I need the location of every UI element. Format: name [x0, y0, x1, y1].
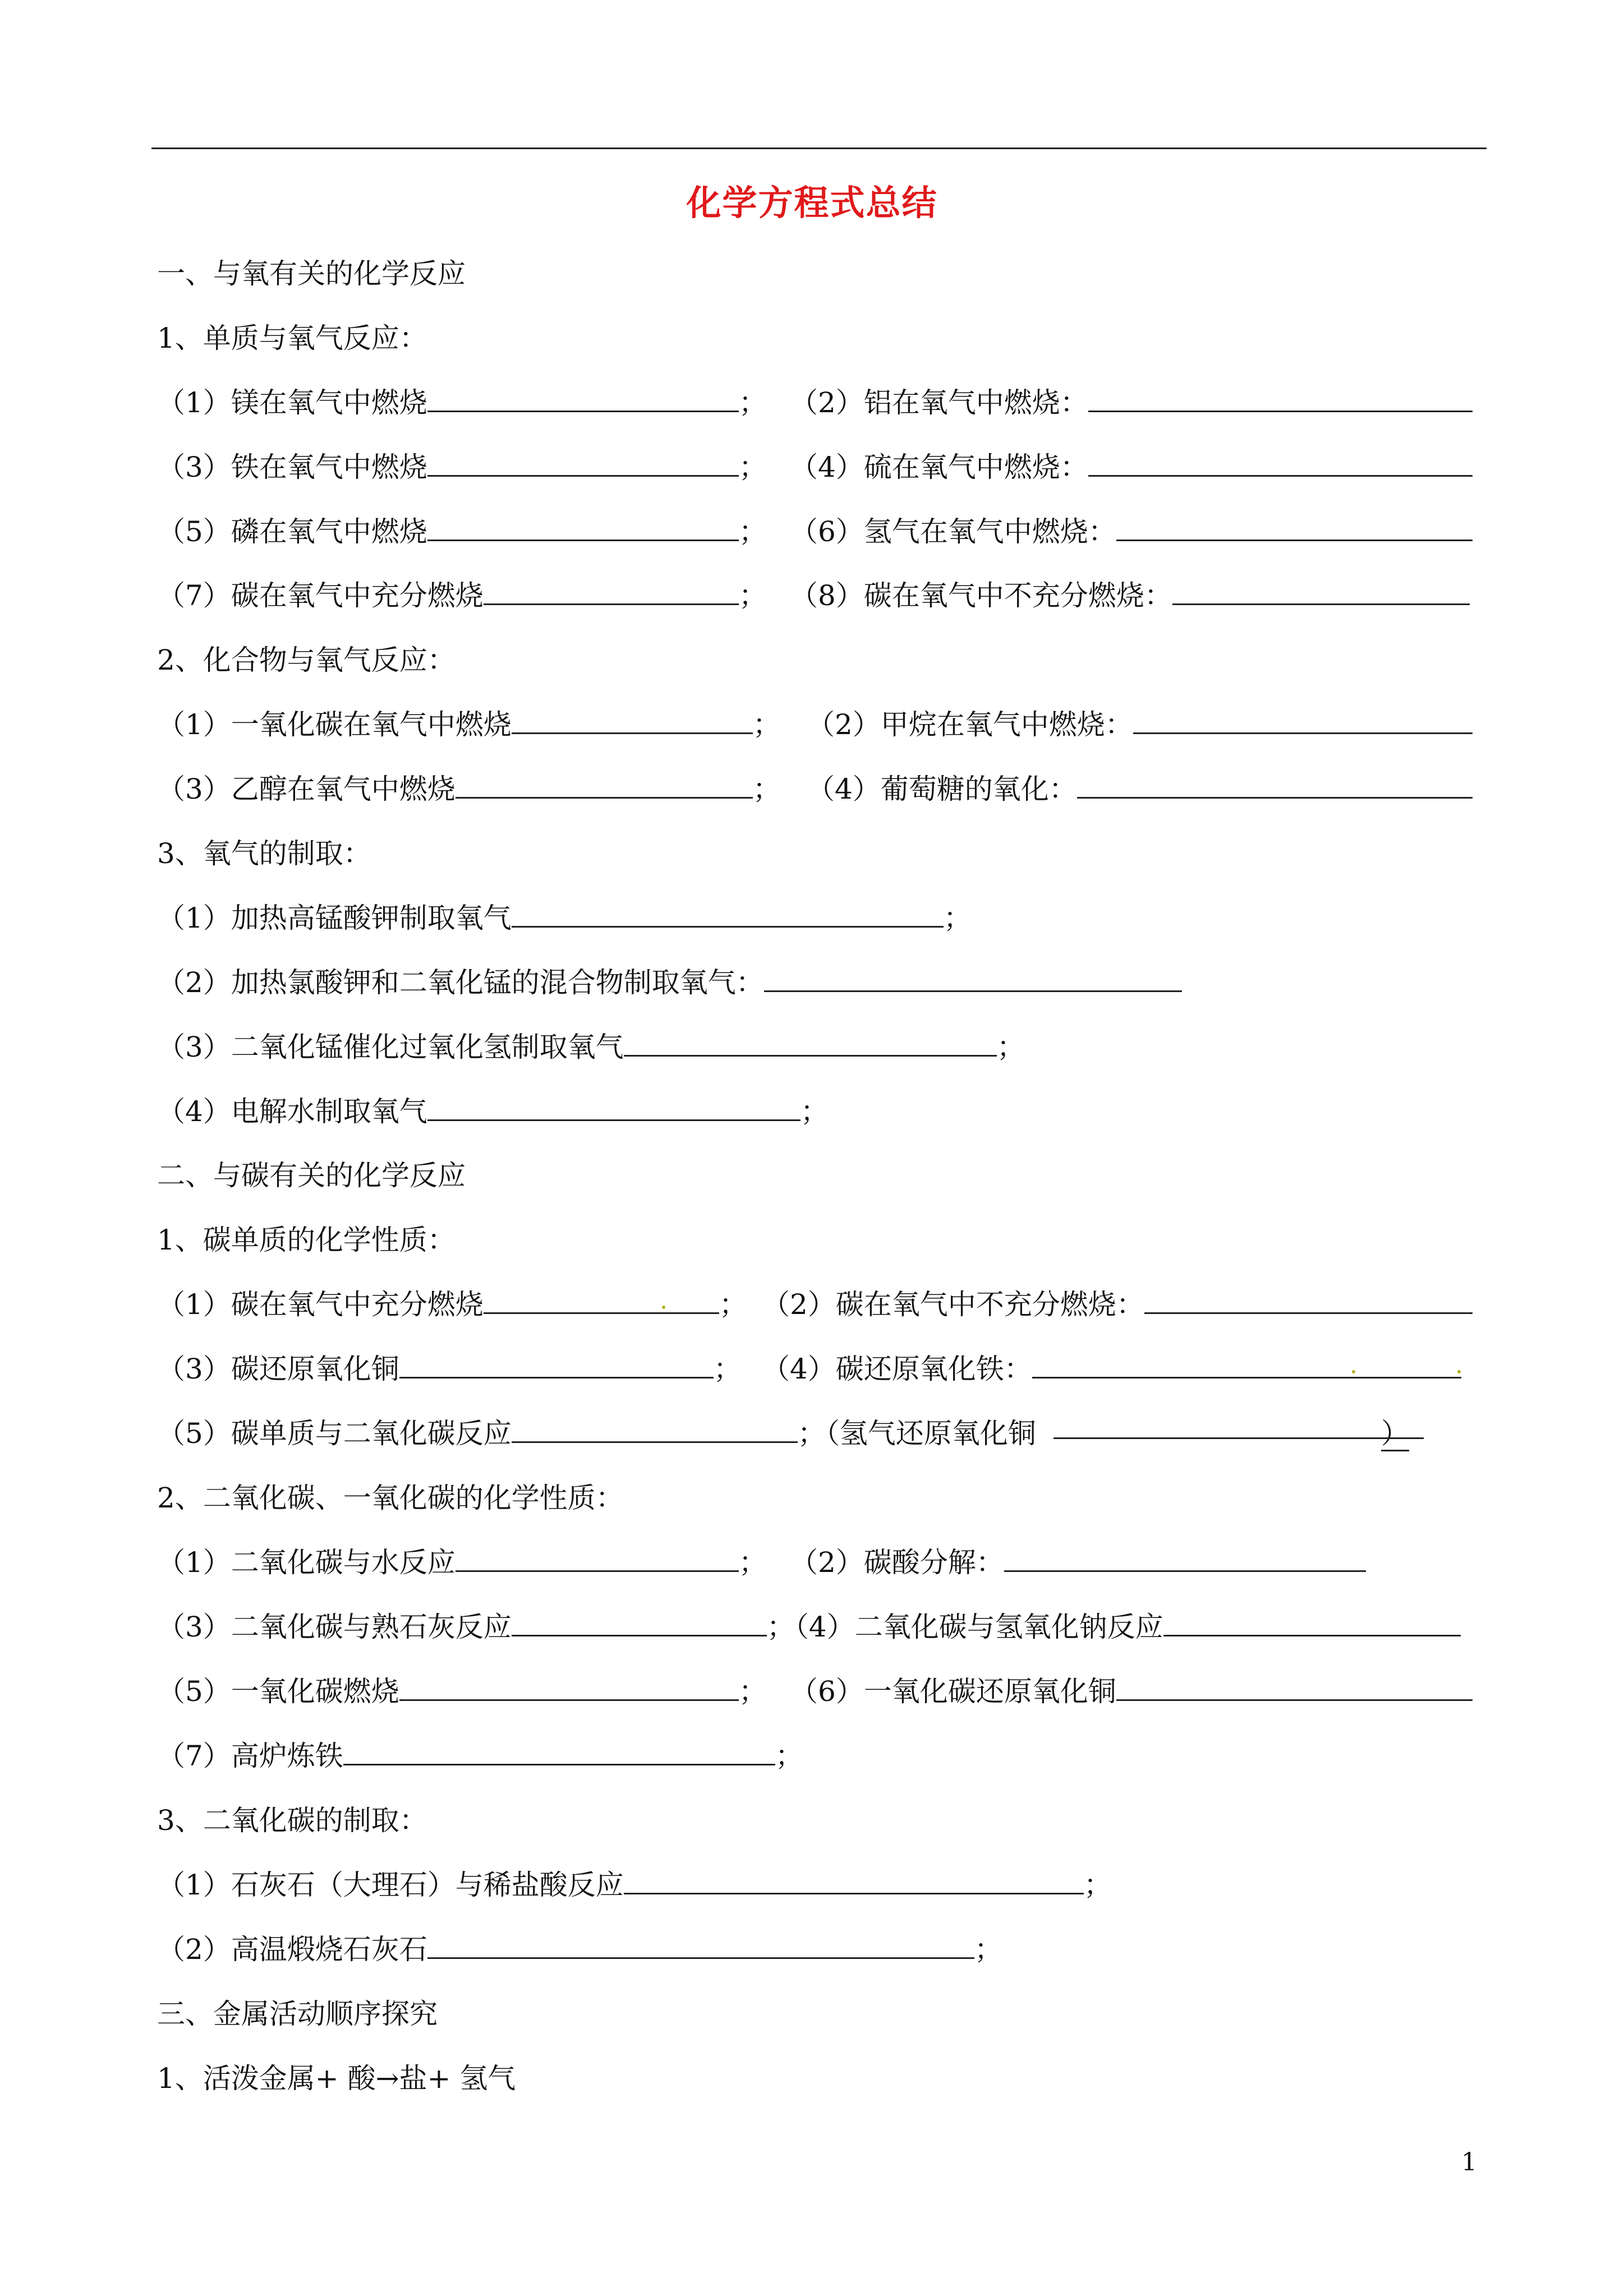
exercise-row [157, 1927, 1000, 1972]
answer-blank[interactable] [399, 1671, 739, 1701]
semicolon: ； [943, 902, 972, 934]
exercise-label: （7）碳在氧气中充分燃烧 [157, 579, 484, 612]
exercise-label: （6）氢气在氧气中燃烧： [790, 515, 1116, 548]
exercise-row [157, 960, 1182, 1005]
answer-blank[interactable] [456, 769, 753, 799]
semicolon: ； [996, 1031, 1025, 1063]
exercise-label: （1）镁在氧气中燃烧 [157, 386, 427, 419]
semicolon: ； [775, 1740, 803, 1772]
exercise-label: （3）铁在氧气中燃烧 [157, 451, 427, 483]
semicolon: ； [766, 1611, 795, 1643]
exercise-row [807, 767, 1473, 812]
exercise-row [157, 1089, 829, 1134]
answer-blank[interactable] [1077, 769, 1473, 799]
stray-mark [662, 1306, 665, 1309]
exercise-label: （1）一氧化碳在氧气中燃烧 [157, 708, 512, 741]
semicolon: ； [752, 773, 781, 805]
exercise-row [790, 1540, 1366, 1585]
exercise-label: （2）碳酸分解： [790, 1546, 1004, 1579]
closing-paren: ） [1381, 1417, 1409, 1451]
exercise-row [157, 445, 767, 490]
exercise-label: （氢气还原氧化铜 [825, 1417, 1036, 1450]
exercise-row [157, 1282, 747, 1327]
answer-blank[interactable] [484, 575, 739, 605]
page-number: 1 [1461, 2148, 1477, 2177]
exercise-row [157, 1669, 767, 1714]
exercise-label: （5）一氧化碳燃烧 [157, 1675, 399, 1708]
exercise-label: （4）碳还原氧化铁： [762, 1353, 1032, 1385]
exercise-row [157, 767, 781, 812]
section-heading-1: 一、与氧有关的化学反应 [157, 257, 466, 290]
answer-blank[interactable] [1163, 1607, 1461, 1636]
section-heading-2: 二、与碳有关的化学反应 [157, 1159, 466, 1192]
answer-blank[interactable] [512, 898, 944, 928]
answer-blank[interactable] [1116, 1671, 1473, 1701]
exercise-label: （7）高炉炼铁 [157, 1740, 343, 1772]
semicolon: ； [719, 1288, 747, 1321]
exercise-row [157, 1862, 1112, 1907]
exercise-label: （1）石灰石（大理石）与稀盐酸反应 [157, 1869, 624, 1901]
semicolon: ； [738, 386, 767, 419]
exercise-label: （2）碳在氧气中不充分燃烧： [762, 1288, 1144, 1321]
answer-blank[interactable] [427, 447, 739, 477]
exercise-label: （1）加热高锰酸钾制取氧气 [157, 902, 512, 934]
exercise-row [762, 1282, 1473, 1327]
exercise-row [790, 445, 1473, 490]
exercise-row [762, 1347, 1461, 1391]
exercise-label: （3）乙醇在氧气中燃烧 [157, 773, 456, 805]
answer-blank[interactable] [512, 1607, 767, 1636]
exercise-label: （4）硫在氧气中燃烧： [790, 451, 1088, 483]
answer-blank[interactable] [456, 1542, 739, 1572]
answer-blank[interactable] [1088, 382, 1473, 412]
exercise-row [157, 1605, 1461, 1649]
exercise-row [157, 1347, 742, 1391]
answer-blank[interactable] [1004, 1542, 1366, 1572]
answer-blank[interactable] [427, 1929, 974, 1959]
exercise-row [157, 509, 767, 554]
exercise-row [790, 573, 1470, 618]
exercise-label: （2）高温煅烧石灰石 [157, 1933, 427, 1966]
subsection-heading-2-3: 3、二氧化碳的制取： [157, 1804, 427, 1837]
exercise-label: （2）加热氯酸钾和二氧化锰的混合物制取氧气： [157, 966, 764, 999]
answer-blank[interactable] [427, 1091, 801, 1121]
exercise-row [790, 380, 1473, 425]
semicolon: ； [738, 451, 767, 483]
exercise-row [157, 1540, 767, 1585]
exercise-label: （5）碳单质与二氧化碳反应 [157, 1417, 512, 1450]
semicolon: ； [738, 579, 767, 612]
exercise-row [157, 573, 767, 618]
subsection-heading-1-2: 2、化合物与氧气反应： [157, 644, 456, 676]
semicolon: ； [1083, 1869, 1112, 1901]
answer-underline [1053, 1437, 1424, 1439]
header-rule [151, 147, 1487, 149]
exercise-label: （3）二氧化碳与熟石灰反应 [157, 1611, 512, 1643]
answer-blank[interactable] [343, 1736, 775, 1765]
semicolon: ； [738, 1546, 767, 1579]
answer-blank[interactable] [484, 1284, 719, 1314]
exercise-row [157, 1411, 1409, 1456]
exercise-label: （4）电解水制取氧气 [157, 1095, 427, 1128]
semicolon: ； [752, 708, 781, 741]
subsection-heading-1-1: 1、单质与氧气反应： [157, 322, 427, 354]
exercise-row [790, 1669, 1473, 1714]
stray-mark [1457, 1370, 1461, 1373]
answer-blank[interactable] [1116, 511, 1473, 541]
answer-blank[interactable] [1172, 575, 1470, 605]
semicolon: ； [797, 1417, 826, 1450]
answer-blank[interactable] [764, 962, 1182, 992]
exercise-label: （4）二氧化碳与氢氧化钠反应 [794, 1611, 1163, 1643]
exercise-label: （3）二氧化锰催化过氧化氢制取氧气 [157, 1031, 624, 1063]
exercise-label: （1）碳在氧气中充分燃烧 [157, 1288, 484, 1321]
exercise-row [157, 896, 972, 940]
answer-blank[interactable] [512, 704, 753, 734]
answer-blank[interactable] [399, 1349, 714, 1378]
exercise-label: （2）铝在氧气中燃烧： [790, 386, 1088, 419]
exercise-label: （4）葡萄糖的氧化： [807, 773, 1077, 805]
answer-blank[interactable] [427, 511, 739, 541]
exercise-label: （2）甲烷在氧气中燃烧： [807, 708, 1133, 741]
subsection-heading-3-1: 1、活泼金属+ 酸→盐+ 氢气 [157, 2062, 516, 2095]
exercise-label: （3）碳还原氧化铜 [157, 1353, 399, 1385]
semicolon: ； [738, 1675, 767, 1708]
stray-mark [1352, 1370, 1355, 1373]
semicolon: ； [800, 1095, 829, 1128]
exercise-label: （6）一氧化碳还原氧化铜 [790, 1675, 1116, 1708]
semicolon: ； [738, 515, 767, 548]
subsection-heading-2-2: 2、二氧化碳、一氧化碳的化学性质： [157, 1482, 624, 1514]
exercise-row [157, 1733, 801, 1778]
exercise-label: （5）磷在氧气中燃烧 [157, 515, 427, 548]
subsection-heading-1-3: 3、氧气的制取： [157, 837, 371, 870]
answer-blank[interactable] [427, 382, 739, 412]
exercise-label: （8）碳在氧气中不充分燃烧： [790, 579, 1172, 612]
answer-blank[interactable] [624, 1027, 997, 1057]
subsection-heading-2-1: 1、碳单质的化学性质： [157, 1224, 456, 1256]
exercise-row [157, 702, 781, 747]
page-title: 化学方程式总结 [686, 182, 938, 223]
semicolon: ； [974, 1933, 1002, 1966]
answer-blank[interactable] [1088, 447, 1473, 477]
exercise-label: （1）二氧化碳与水反应 [157, 1546, 456, 1579]
answer-blank[interactable] [1144, 1284, 1473, 1314]
answer-blank[interactable] [1032, 1349, 1461, 1378]
exercise-row [157, 380, 767, 425]
exercise-row [790, 509, 1473, 554]
answer-blank[interactable] [624, 1865, 1084, 1894]
semicolon: ； [713, 1353, 742, 1385]
exercise-row [157, 1025, 1025, 1069]
exercise-row [807, 702, 1473, 747]
answer-blank[interactable] [1133, 704, 1473, 734]
section-heading-3: 三、金属活动顺序探究 [157, 1998, 438, 2030]
answer-blank[interactable] [512, 1413, 798, 1443]
